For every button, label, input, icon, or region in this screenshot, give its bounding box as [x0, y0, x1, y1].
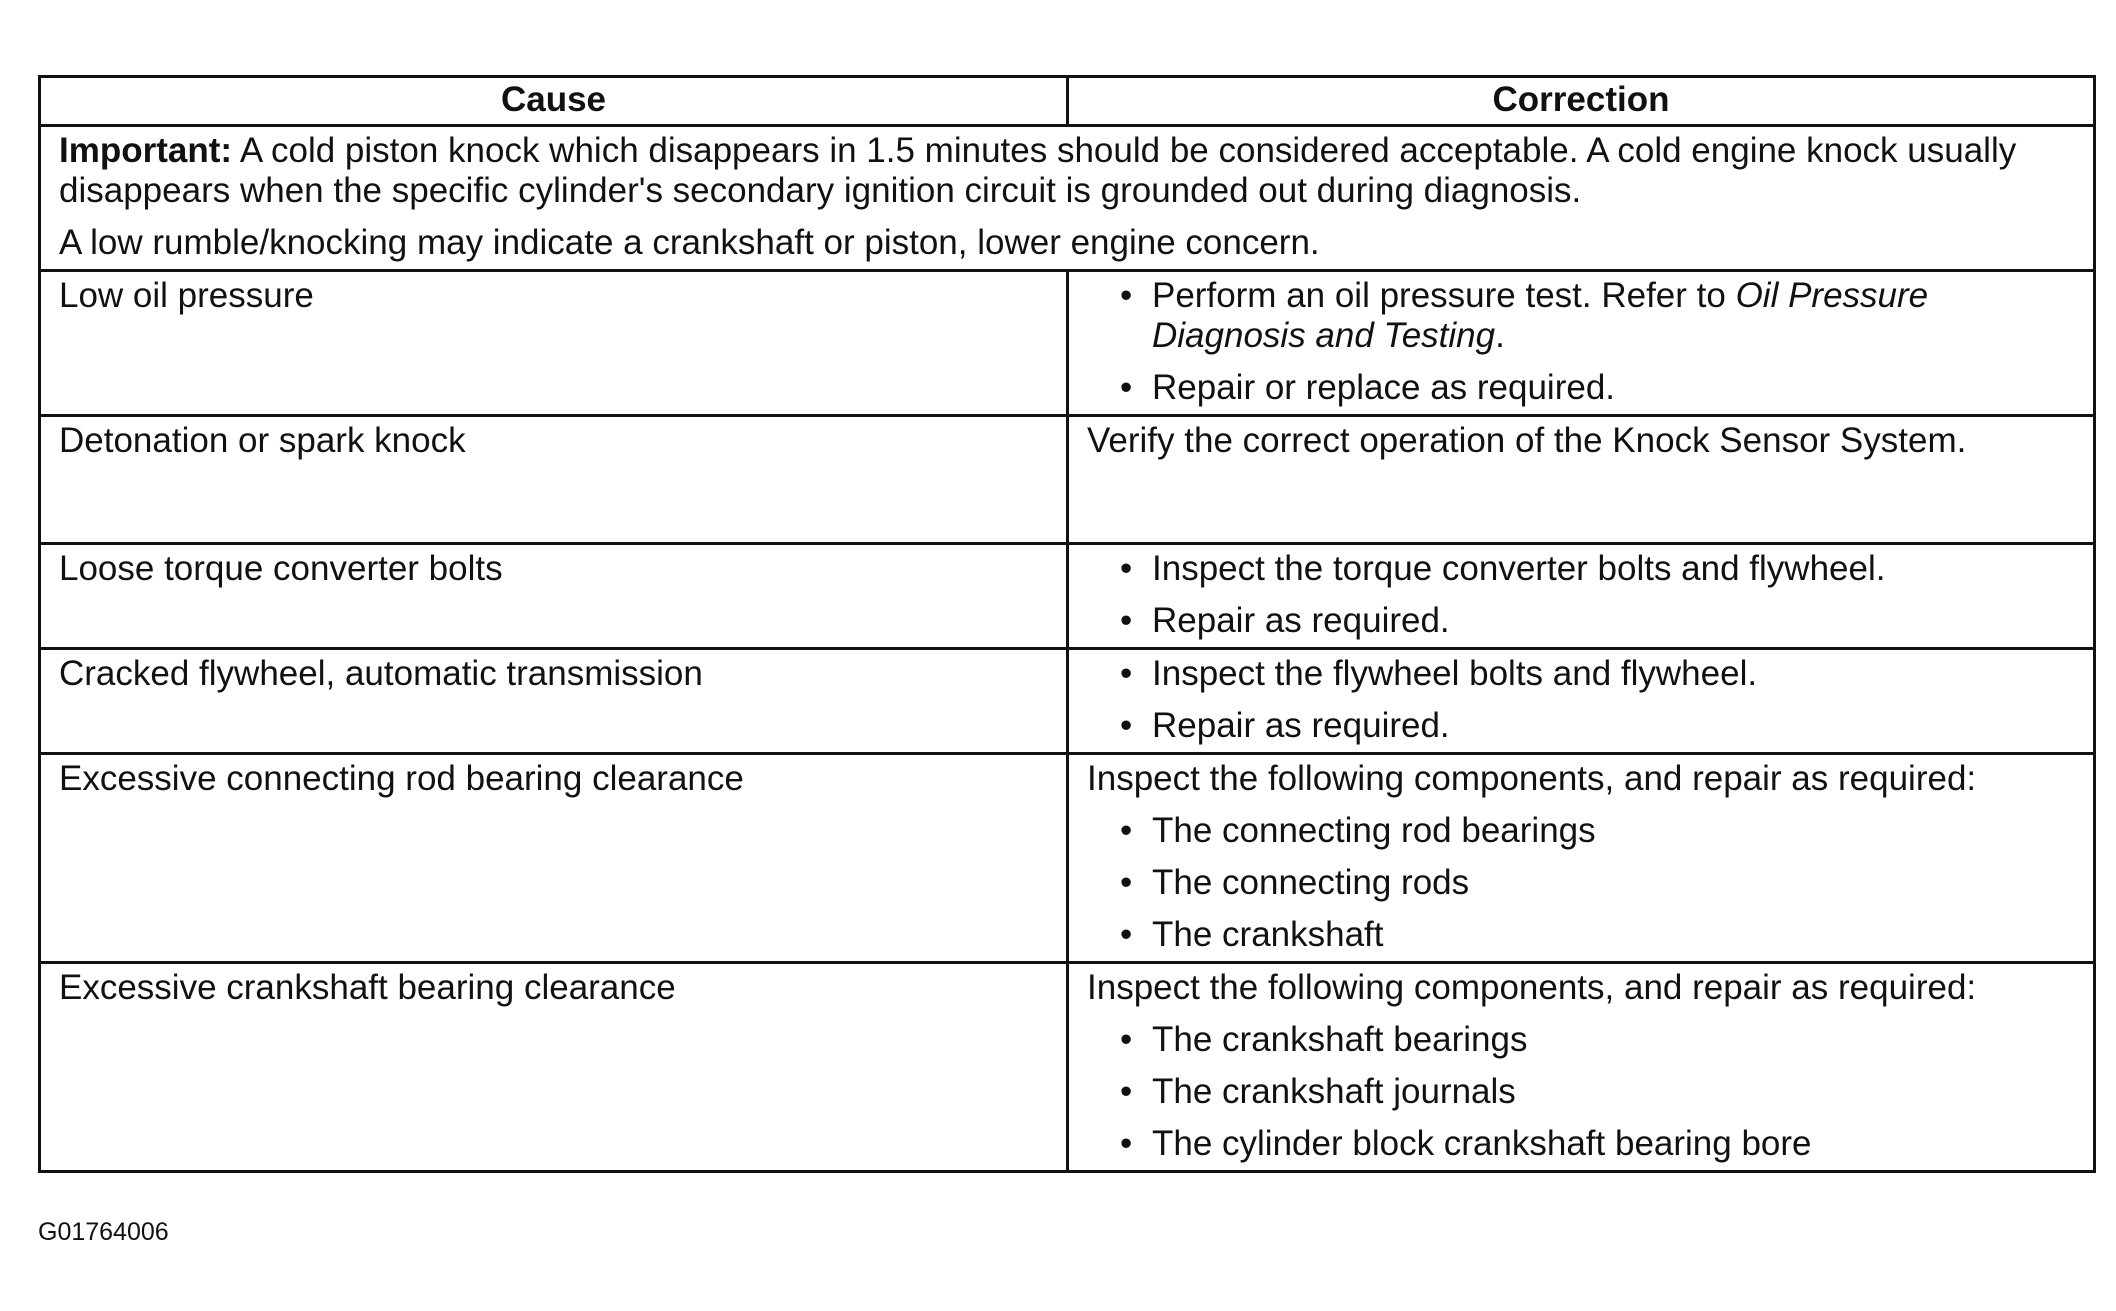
- cause-cell: [40, 963, 1068, 1172]
- bullet-icon: •: [1120, 276, 1133, 315]
- bullet-icon: •: [1120, 1072, 1133, 1111]
- cause-text: Loose torque converter bolts: [59, 549, 503, 588]
- bullet-icon: •: [1120, 601, 1133, 640]
- correction-bullet-item: [1087, 706, 2075, 746]
- correction-bullet-item: [1087, 915, 2075, 955]
- correction-bullet-item: [1087, 811, 2075, 851]
- correction-cell: [1068, 416, 2095, 544]
- correction-cell: [1068, 649, 2095, 754]
- table-row: [40, 544, 2095, 649]
- correction-bullet-list: [1087, 276, 2075, 408]
- correction-text: Verify the correct operation of the Knock Sensor System.: [1087, 421, 1967, 460]
- reference-link-text: Oil Pressure Diagnosis and Testing: [1152, 276, 1929, 355]
- bullet-icon: •: [1120, 863, 1133, 902]
- cause-cell: [40, 649, 1068, 754]
- table-row: [40, 963, 2095, 1172]
- correction-bullet-item: [1087, 368, 2075, 408]
- bullet-text: The crankshaft journals: [1152, 1072, 1516, 1111]
- correction-bullet-item: [1087, 276, 2075, 356]
- correction-cell: [1068, 271, 2095, 416]
- important-note-text: A cold piston knock which disappears in 1.5 minutes should be considered acceptable. A cold engine knock usually disappears when the specific cylinder's secondary ignition circuit is grounded out during diagnosis.: [59, 131, 2017, 210]
- bullet-text: Repair or replace as required.: [1152, 368, 1616, 407]
- table-row: [40, 754, 2095, 963]
- cause-cell: [40, 271, 1068, 416]
- correction-column-header: Correction: [1068, 77, 2095, 126]
- bullet-icon: •: [1120, 654, 1133, 693]
- important-note-paragraph: [59, 131, 2075, 211]
- correction-bullet-list: [1087, 811, 2075, 955]
- correction-bullet-list: [1087, 1020, 2075, 1164]
- table-row: [40, 416, 2095, 544]
- cause-text: Cracked flywheel, automatic transmission: [59, 654, 703, 693]
- cause-text: Detonation or spark knock: [59, 421, 466, 460]
- correction-intro-text: Inspect the following components, and repair as required:: [1087, 759, 1977, 798]
- correction-bullet-list: [1087, 549, 2075, 641]
- bullet-icon: •: [1120, 811, 1133, 850]
- bullet-text: Inspect the flywheel bolts and flywheel.: [1152, 654, 1758, 693]
- correction-bullet-item: [1087, 1072, 2075, 1112]
- bullet-icon: •: [1120, 915, 1133, 954]
- bullet-icon: •: [1120, 368, 1133, 407]
- table-header-row: [40, 77, 2095, 126]
- bullet-text: The connecting rod bearings: [1152, 811, 1596, 850]
- bullet-text: The crankshaft bearings: [1152, 1020, 1528, 1059]
- table-row: [40, 649, 2095, 754]
- correction-bullet-item: [1087, 601, 2075, 641]
- correction-cell: [1068, 754, 2095, 963]
- bullet-icon: •: [1120, 549, 1133, 588]
- cause-column-header: Cause: [40, 77, 1068, 126]
- correction-bullet-item: [1087, 654, 2075, 694]
- cause-cell: [40, 544, 1068, 649]
- figure-id-label: G01764006: [38, 1218, 169, 1246]
- important-label: Important:: [59, 131, 233, 170]
- cause-text: Excessive crankshaft bearing clearance: [59, 968, 676, 1007]
- correction-bullet-item: [1087, 1124, 2075, 1164]
- bullet-text: The cylinder block crankshaft bearing bore: [1152, 1124, 1812, 1163]
- correction-bullet-item: [1087, 549, 2075, 589]
- correction-cell: [1068, 963, 2095, 1172]
- table-row: [40, 271, 2095, 416]
- bullet-text: The connecting rods: [1152, 863, 1470, 902]
- correction-intro-text: Inspect the following components, and repair as required:: [1087, 968, 1977, 1007]
- cause-text: Excessive connecting rod bearing clearance: [59, 759, 744, 798]
- bullet-icon: •: [1120, 1020, 1133, 1059]
- bullet-icon: •: [1120, 706, 1133, 745]
- cause-cell: [40, 754, 1068, 963]
- bullet-text: Repair as required.: [1152, 706, 1450, 745]
- cause-text: Low oil pressure: [59, 276, 314, 315]
- bullet-text-post: .: [1495, 316, 1505, 355]
- correction-bullet-item: [1087, 863, 2075, 903]
- important-note-row: [40, 126, 2095, 271]
- correction-bullet-list: [1087, 654, 2075, 746]
- cause-cell: [40, 416, 1068, 544]
- correction-bullet-item: [1087, 1020, 2075, 1060]
- bullet-text-pre: Perform an oil pressure test. Refer to: [1152, 276, 1736, 315]
- bullet-text: The crankshaft: [1152, 915, 1384, 954]
- rumble-note-paragraph: A low rumble/knocking may indicate a crankshaft or piston, lower engine concern.: [59, 223, 1320, 262]
- bullet-text: Repair as required.: [1152, 601, 1450, 640]
- correction-cell: [1068, 544, 2095, 649]
- bullet-text: Inspect the torque converter bolts and flywheel.: [1152, 549, 1886, 588]
- bullet-icon: •: [1120, 1124, 1133, 1163]
- diagnosis-table: [38, 75, 2096, 1173]
- important-note-cell: [40, 126, 2095, 271]
